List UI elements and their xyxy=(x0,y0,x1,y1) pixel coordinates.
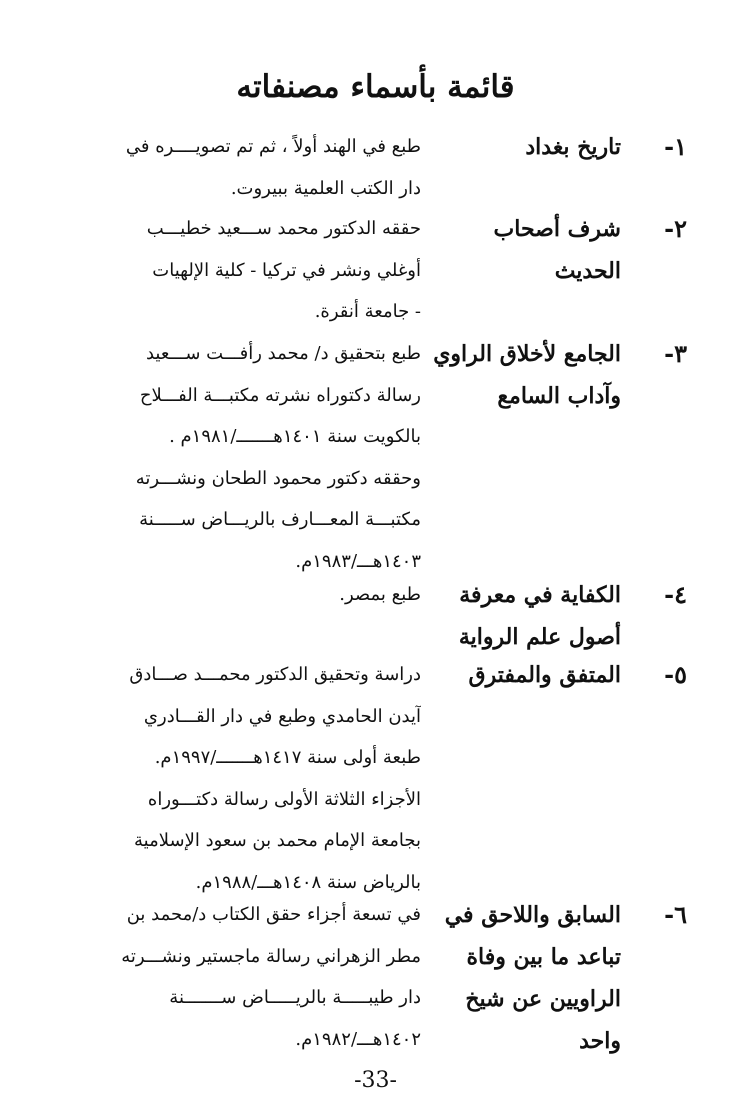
description-line: طبعة أولى سنة ١٤١٧هـــــــ/١٩٩٧م. xyxy=(154,747,421,769)
entry-number: ٤- xyxy=(664,580,687,609)
description-line: رسالة دكتوراه نشرته مكتبـــة الفـــلاح xyxy=(139,384,421,406)
description-line: أوغلي ونشر في تركيا - كلية الإلهيات xyxy=(152,259,421,281)
description-line: مكتبـــة المعـــارف بالريـــاض ســـــنة xyxy=(139,509,421,531)
work-title: الكفاية في معرفة أصول علم الرواية xyxy=(458,582,621,650)
description-line: بالكويت سنة ١٤٠١هـــــــ/١٩٨١م . xyxy=(169,426,421,448)
work-title: السابق واللاحق في تباعد ما بين وفاة الراويين عن شيخ واحد xyxy=(444,902,621,1054)
entry-number: ٥- xyxy=(664,660,687,689)
work-title: شرف أصحاب الحديث xyxy=(493,216,621,284)
description-line: الأجزاء الثلاثة الأولى رسالة دكتـــوراه xyxy=(147,788,421,810)
description-line: طبع في الهند أولاً ، ثم تم تصويــــره في xyxy=(125,136,421,157)
description-line: في تسعة أجزاء حقق الكتاب د/محمد بن xyxy=(126,904,421,925)
description-line: آيدن الحامدي وطبع في دار القـــادري xyxy=(143,705,421,727)
entry-number: ١- xyxy=(664,132,687,161)
page-title: قائمة بأسماء مصنفاته xyxy=(236,69,515,105)
entry-number: ٣- xyxy=(664,339,687,368)
work-description xyxy=(109,574,421,616)
description-line: طبع بمصر. xyxy=(339,584,421,605)
description-line: حققه الدكتور محمد ســـعيد خطيـــب xyxy=(146,218,421,239)
description-line: بجامعة الإمام محمد بن سعود الإسلامية xyxy=(134,830,421,852)
description-line: طبع بتحقيق د/ محمد رأفـــت ســـعيد xyxy=(145,343,421,364)
work-description xyxy=(109,208,421,333)
work-title: الجامع لأخلاق الراوي وآداب السامع xyxy=(433,341,621,409)
description-line: دار طيبـــــة بالريـــــاض ســـــــنة xyxy=(169,987,421,1009)
page-number: -33- xyxy=(354,1068,397,1093)
work-description xyxy=(109,654,421,904)
entry-number: ٢- xyxy=(664,214,687,243)
work-description xyxy=(109,126,421,209)
work-description xyxy=(109,894,421,1060)
description-line: بالرياض سنة ١٤٠٨هـــ/١٩٨٨م. xyxy=(195,871,421,893)
description-line: ١٤٠٢هـــ/١٩٨٢م. xyxy=(295,1028,421,1050)
work-title: تاريخ بغداد xyxy=(525,134,621,160)
entry-number: ٦- xyxy=(664,900,687,929)
work-description xyxy=(109,333,421,583)
description-line: دراسة وتحقيق الدكتور محمـــد صـــادق xyxy=(129,664,421,685)
description-line: ١٤٠٣هـــ/١٩٨٣م. xyxy=(295,550,421,572)
description-line: وحققه دكتور محمود الطحان ونشـــرته xyxy=(135,467,421,489)
description-line: دار الكتب العلمية ببيروت. xyxy=(230,177,421,199)
work-title: المتفق والمفترق xyxy=(468,662,621,688)
description-line: مطر الزهراني رسالة ماجستير ونشـــرته xyxy=(121,945,421,967)
description-line: - جامعة أنقرة. xyxy=(314,301,421,323)
